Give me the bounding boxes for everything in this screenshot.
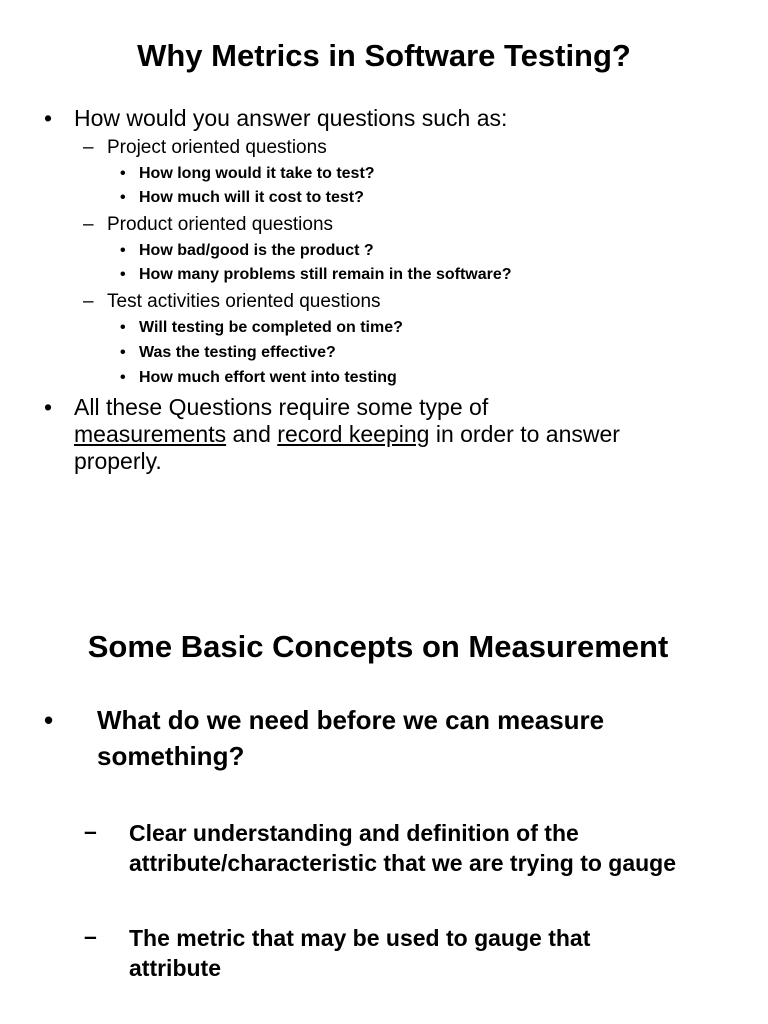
measurements-term: measurements	[74, 421, 227, 447]
question-item: How much effort went into testing	[139, 369, 397, 386]
sub-bullet-symbol: •	[120, 189, 126, 206]
group-label: Test activities oriented questions	[107, 291, 381, 312]
slide-title: Why Metrics in Software Testing?	[137, 38, 631, 73]
conclusion-line-2	[74, 421, 620, 448]
dash-symbol: –	[84, 818, 97, 844]
slide-basic-concepts	[0, 512, 768, 1024]
sub-bullet-symbol: •	[120, 344, 126, 361]
question-item: Was the testing effective?	[139, 344, 336, 361]
bullet-symbol: •	[44, 394, 53, 420]
bullet-symbol: •	[44, 705, 54, 735]
question-item: How many problems still remain in the software?	[139, 266, 512, 283]
dash-symbol: –	[83, 291, 94, 312]
bullet-symbol: •	[44, 105, 53, 131]
point-line-1: Clear understanding and definition of the	[129, 820, 579, 846]
point-line-2: attribute/characteristic that we are trying to gauge	[129, 850, 677, 876]
dash-symbol: –	[83, 137, 94, 158]
dash-symbol: –	[83, 214, 94, 235]
point-line-1: The metric that may be used to gauge that	[129, 925, 591, 951]
group-label: Product oriented questions	[107, 214, 334, 235]
dash-symbol: –	[84, 923, 97, 949]
conclusion-tail: in order to answer	[435, 421, 620, 447]
point-line-2: attribute	[129, 955, 221, 981]
conclusion-line-1: All these Questions require some type of	[74, 394, 489, 420]
question-item: How much will it cost to test?	[139, 189, 364, 206]
sub-bullet-symbol: •	[120, 165, 126, 182]
question-item: How bad/good is the product ?	[139, 242, 374, 259]
and-text: and	[232, 421, 271, 447]
sub-bullet-symbol: •	[120, 242, 126, 259]
question-item: How long would it take to test?	[139, 165, 375, 182]
sub-bullet-symbol: •	[120, 369, 126, 386]
group-label: Project oriented questions	[107, 137, 327, 158]
record-keeping-term: record keeping	[277, 421, 430, 447]
sub-bullet-symbol: •	[120, 266, 126, 283]
question-item: Will testing be completed on time?	[139, 319, 403, 336]
intro-text: How would you answer questions such as:	[74, 105, 508, 131]
slide-title: Some Basic Concepts on Measurement	[87, 629, 669, 664]
question-line-2: something?	[97, 741, 245, 771]
question-line-1: What do we need before we can measure	[97, 705, 605, 735]
conclusion-line-3: properly.	[74, 448, 162, 474]
sub-bullet-symbol: •	[120, 319, 126, 336]
